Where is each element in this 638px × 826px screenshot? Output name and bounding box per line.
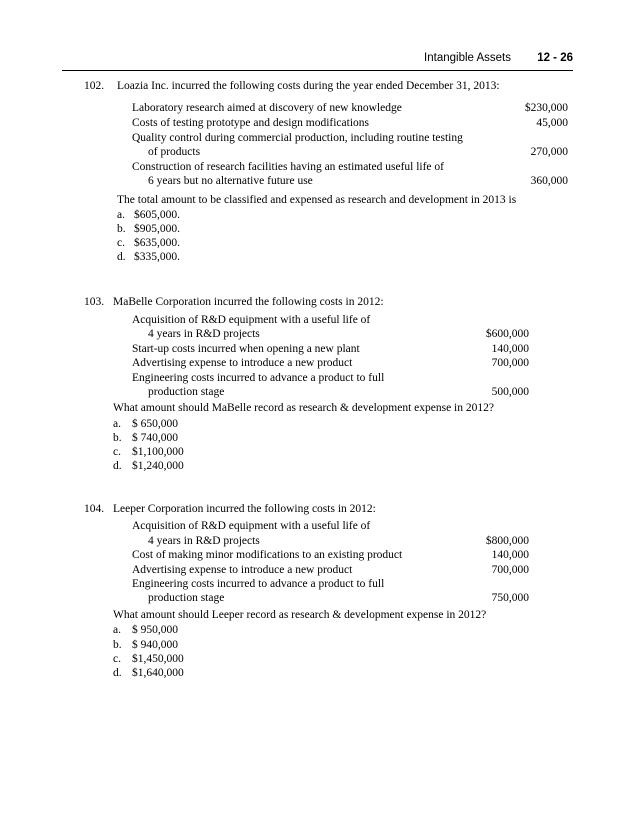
cost-item-continued: production stage xyxy=(148,386,225,398)
cost-item: Advertising expense to introduce a new product xyxy=(132,357,353,369)
option-text: $1,450,000 xyxy=(132,653,184,665)
cost-amount: 270,000 xyxy=(530,146,568,158)
option-letter: a. xyxy=(117,209,125,221)
option-letter: d. xyxy=(113,460,122,472)
option-letter: b. xyxy=(113,432,122,444)
cost-item: Quality control during commercial production, including routine testing xyxy=(132,132,463,144)
section-title: Intangible Assets xyxy=(424,52,511,64)
option-letter: c. xyxy=(113,446,121,458)
cost-item: Engineering costs incurred to advance a product to full xyxy=(132,578,385,590)
option-text: $1,240,000 xyxy=(132,460,184,472)
option-text: $605,000. xyxy=(134,209,180,221)
cost-item: Acquisition of R&D equipment with a useful life of xyxy=(132,314,371,326)
cost-item: Advertising expense to introduce a new product xyxy=(132,564,353,576)
cost-amount: 700,000 xyxy=(491,564,529,576)
option-text: $1,640,000 xyxy=(132,667,184,679)
cost-amount: 140,000 xyxy=(491,343,529,355)
question-prompt: What amount should MaBelle record as research & development expense in 2012? xyxy=(113,402,494,414)
cost-amount: $600,000 xyxy=(485,328,529,340)
option-text: $1,100,000 xyxy=(132,446,184,458)
page-header xyxy=(62,50,573,71)
question-number: 104. xyxy=(84,503,105,515)
cost-item: Start-up costs incurred when opening a new plant xyxy=(132,343,360,355)
option-letter: d. xyxy=(113,667,122,679)
cost-item-continued: 4 years in R&D projects xyxy=(148,328,260,340)
cost-item: Laboratory research aimed at discovery of new knowledge xyxy=(132,102,402,114)
option-letter: a. xyxy=(113,418,121,430)
cost-amount: 700,000 xyxy=(491,357,529,369)
cost-amount: 500,000 xyxy=(491,386,529,398)
question-number: 103. xyxy=(84,296,105,308)
cost-amount: $230,000 xyxy=(524,102,568,114)
option-text: $905,000. xyxy=(134,223,180,235)
cost-item: Acquisition of R&D equipment with a useful life of xyxy=(132,520,371,532)
cost-item: Construction of research facilities having an estimated useful life of xyxy=(132,161,444,173)
option-text: $335,000. xyxy=(134,251,180,263)
option-letter: c. xyxy=(113,653,121,665)
option-text: $ 950,000 xyxy=(132,624,178,636)
cost-amount: 750,000 xyxy=(491,592,529,604)
option-text: $ 740,000 xyxy=(132,432,178,444)
question-number: 102. xyxy=(84,80,105,92)
option-text: $ 940,000 xyxy=(132,639,178,651)
cost-amount: 45,000 xyxy=(536,117,568,129)
page-number: 12 - 26 xyxy=(537,52,573,64)
question-prompt: The total amount to be classified and expensed as research and development in 2013 is xyxy=(117,194,517,206)
question-stem: MaBelle Corporation incurred the following costs in 2012: xyxy=(113,296,384,308)
question-stem: Loazia Inc. incurred the following costs during the year ended December 31, 2013: xyxy=(117,80,500,92)
cost-item-continued: 4 years in R&D projects xyxy=(148,535,260,547)
option-text: $635,000. xyxy=(134,237,180,249)
option-letter: c. xyxy=(117,237,125,249)
cost-item: Cost of making minor modifications to an existing product xyxy=(132,549,403,561)
cost-item: Engineering costs incurred to advance a product to full xyxy=(132,372,385,384)
option-letter: a. xyxy=(113,624,121,636)
option-letter: b. xyxy=(117,223,126,235)
option-letter: b. xyxy=(113,639,122,651)
cost-amount: 140,000 xyxy=(491,549,529,561)
cost-item: Costs of testing prototype and design modifications xyxy=(132,117,370,129)
cost-item-continued: of products xyxy=(148,146,201,158)
cost-amount: $800,000 xyxy=(485,535,529,547)
option-text: $ 650,000 xyxy=(132,418,178,430)
option-letter: d. xyxy=(117,251,126,263)
cost-item-continued: 6 years but no alternative future use xyxy=(148,175,313,187)
question-prompt: What amount should Leeper record as research & development expense in 2012? xyxy=(113,609,487,621)
question-stem: Leeper Corporation incurred the following costs in 2012: xyxy=(113,503,376,515)
cost-amount: 360,000 xyxy=(530,175,568,187)
cost-item-continued: production stage xyxy=(148,592,225,604)
